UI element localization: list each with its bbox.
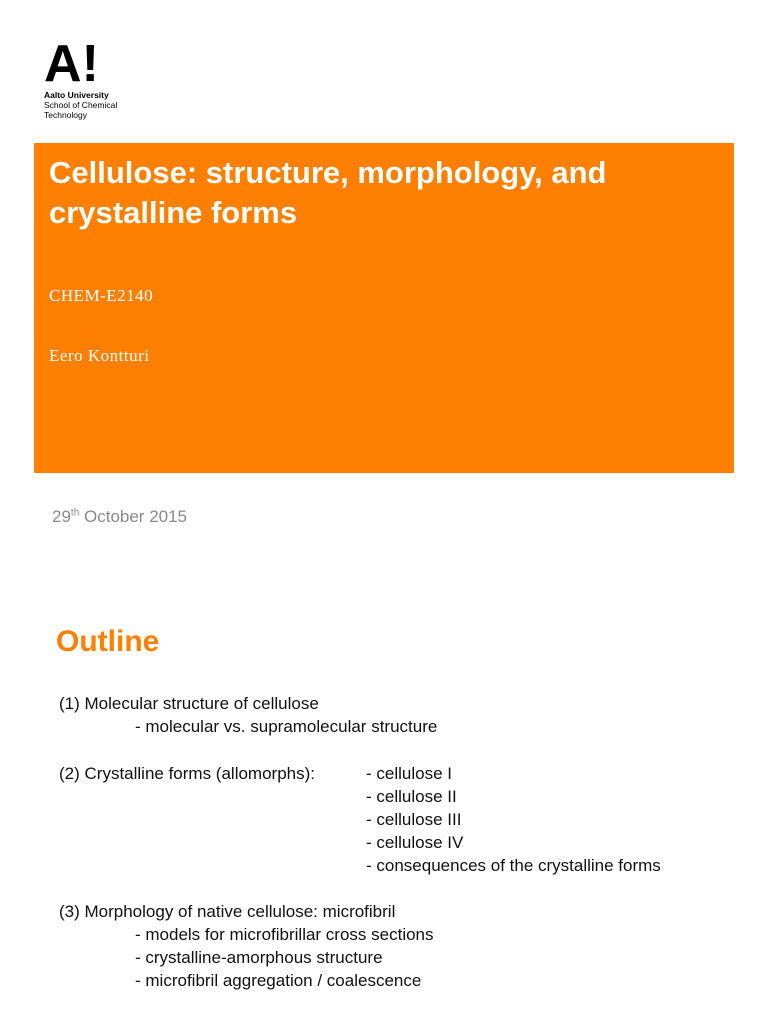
outline-heading: Outline	[56, 625, 160, 658]
outline-item-1-sub-1: - molecular vs. supramolecular structure	[135, 717, 438, 736]
logo-school: School of Chemical Technology	[44, 100, 118, 120]
logo-letter: A	[44, 35, 80, 93]
date-suffix: th	[70, 507, 80, 519]
date-rest: October 2015	[84, 507, 188, 526]
outline-item-2: (2) Crystalline forms (allomorphs):	[59, 764, 315, 783]
outline-item-2-sub-2: - cellulose II	[366, 787, 457, 806]
outline-item-2-sub-5: - consequences of the crystalline forms	[366, 856, 661, 875]
author-name: Eero Kontturi	[49, 346, 150, 365]
outline-item-3-sub-1: - models for microfibrillar cross sections	[135, 925, 434, 944]
outline-item-3: (3) Morphology of native cellulose: microfibril	[59, 902, 396, 921]
logo-exclamation: !	[81, 35, 99, 93]
outline-item-3-sub-2: - crystalline-amorphous structure	[135, 948, 383, 967]
outline-item-2-sub-4: - cellulose IV	[366, 833, 464, 852]
logo-mark	[44, 35, 144, 93]
outline-item-2-sub-1: - cellulose I	[366, 764, 452, 783]
aalto-logo	[44, 35, 144, 120]
logo-university: Aalto University	[44, 90, 109, 100]
outline-item-3-sub-3: - microfibril aggregation / coalescence	[135, 971, 422, 990]
date	[52, 507, 187, 527]
title-block	[34, 143, 734, 473]
outline-item-1: (1) Molecular structure of cellulose	[59, 694, 319, 713]
course-code: CHEM-E2140	[49, 286, 154, 305]
slide-title: Cellulose: structure, morphology, and crystalline forms	[49, 155, 607, 230]
date-day: 29	[52, 507, 71, 526]
outline-item-2-sub-3: - cellulose III	[366, 810, 462, 829]
